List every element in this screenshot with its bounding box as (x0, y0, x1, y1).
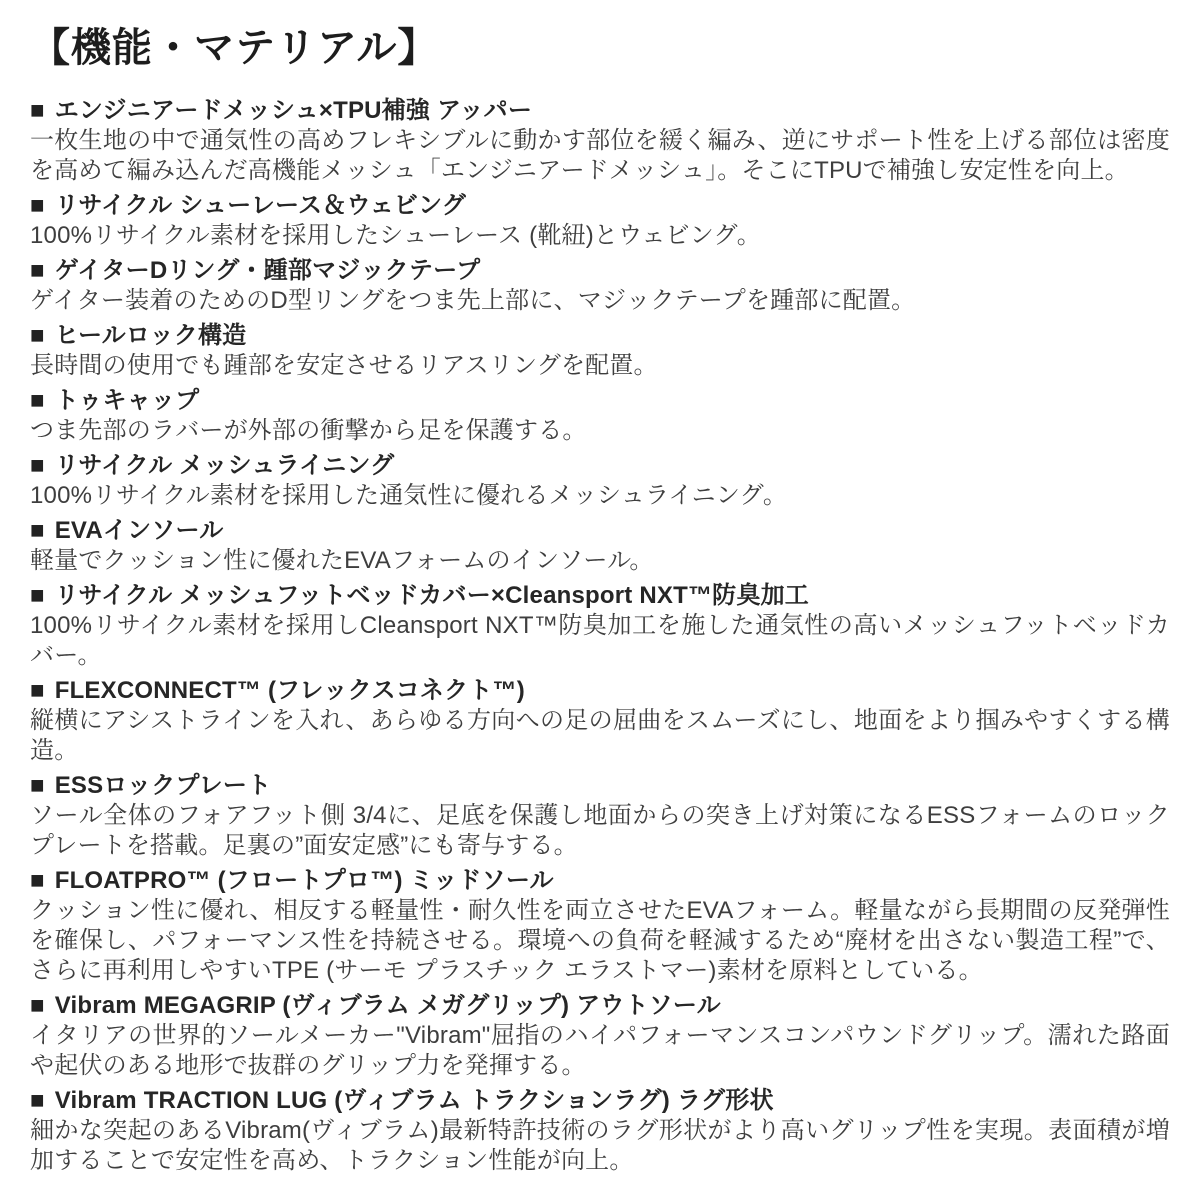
feature-section-flexconnect (30, 676, 1170, 766)
feature-section-footbed-cover (30, 581, 1170, 671)
square-bullet-icon: ■ (30, 257, 45, 284)
square-bullet-icon: ■ (30, 867, 45, 894)
feature-description: 長時間の使用でも踵部を安定させるリアスリングを配置。 (30, 352, 658, 379)
square-bullet-icon: ■ (30, 992, 45, 1019)
feature-heading-text: Vibram TRACTION LUG (ヴィブラム トラクションラグ) ラグ形状 (54, 1087, 774, 1114)
square-bullet-icon: ■ (30, 387, 45, 414)
feature-heading (30, 771, 1170, 801)
feature-heading (30, 866, 1170, 896)
square-bullet-icon: ■ (30, 322, 45, 349)
feature-description: つま先部のラバーが外部の衝撃から足を保護する。 (30, 417, 587, 444)
feature-heading-text: リサイクル メッシュフットベッドカバー×Cleansport NXT™防臭加工 (54, 582, 809, 609)
feature-description: 100%リサイクル素材を採用しCleansport NXT™防臭加工を施した通気性の高いメッシュフットベッドカバー。 (30, 612, 1170, 669)
feature-heading (30, 1086, 1170, 1116)
feature-section-eva-insole (30, 516, 1170, 576)
square-bullet-icon: ■ (30, 192, 45, 219)
feature-heading-text: リサイクル メッシュライニング (54, 452, 395, 479)
feature-description: 100%リサイクル素材を採用した通気性に優れるメッシュライニング。 (30, 482, 788, 509)
square-bullet-icon: ■ (30, 772, 45, 799)
feature-heading (30, 676, 1170, 706)
feature-description: クッション性に優れ、相反する軽量性・耐久性を両立させたEVAフォーム。軽量ながら長期間の反発弾性を確保し、パフォーマンス性を持続させる。環境への負荷を軽減するため“廃材を出さない製造工程”で、さらに再利用しやすいTPE (サーモ プラスチック エラストマー)素材を原料としている。 (30, 897, 1170, 984)
square-bullet-icon: ■ (30, 1087, 45, 1114)
feature-section-vibram-traction-lug (30, 1086, 1170, 1176)
feature-heading (30, 581, 1170, 611)
square-bullet-icon: ■ (30, 517, 45, 544)
feature-section-toe-cap (30, 386, 1170, 446)
feature-description: ソール全体のフォアフット側 3/4に、足底を保護し地面からの突き上げ対策になるESSフォームのロックプレートを搭載。足裏の”面安定感”にも寄与する。 (30, 802, 1170, 859)
feature-section-recycled-mesh-lining (30, 451, 1170, 511)
feature-heading (30, 386, 1170, 416)
square-bullet-icon: ■ (30, 677, 45, 704)
feature-heading (30, 321, 1170, 351)
feature-description: ゲイター装着のためのD型リングをつま先上部に、マジックテープを踵部に配置。 (30, 287, 916, 314)
feature-heading (30, 451, 1170, 481)
feature-section-recycled-shoelace (30, 191, 1170, 251)
feature-heading (30, 516, 1170, 546)
feature-heading-text: トゥキャップ (54, 387, 200, 414)
feature-heading-text: リサイクル シューレース＆ウェビング (54, 192, 467, 219)
feature-description: イタリアの世界的ソールメーカー"Vibram"屈指のハイパフォーマンスコンパウンドグリップ。濡れた路面や起伏のある地形で抜群のグリップ力を発揮する。 (30, 1022, 1170, 1079)
feature-description: 100%リサイクル素材を採用したシューレース (靴紐)とウェビング。 (30, 222, 761, 249)
feature-heading (30, 191, 1170, 221)
feature-heading-text: ESSロックプレート (54, 772, 272, 799)
feature-description: 一枚生地の中で通気性の高めフレキシブルに動かす部位を緩く編み、逆にサポート性を上げる部位は密度を高めて編み込んだ高機能メッシュ「エンジニアードメッシュ」。そこにTPUで補強し安定性を向上。 (30, 127, 1170, 184)
feature-heading-text: Vibram MEGAGRIP (ヴィブラム メガグリップ) アウトソール (54, 992, 721, 1019)
feature-section-engineered-mesh (30, 96, 1170, 186)
feature-section-gaiter-d-ring (30, 256, 1170, 316)
feature-heading-text: FLEXCONNECT™ (フレックスコネクト™) (54, 677, 525, 704)
feature-heading-text: EVAインソール (54, 517, 224, 544)
square-bullet-icon: ■ (30, 97, 45, 124)
feature-section-floatpro-midsole (30, 866, 1170, 986)
feature-heading (30, 256, 1170, 286)
feature-description: 細かな突起のあるVibram(ヴィブラム)最新特許技術のラグ形状がより高いグリップ性を実現。表面積が増加することで安定性を高め、トラクション性能が向上。 (30, 1117, 1170, 1174)
square-bullet-icon: ■ (30, 452, 45, 479)
feature-heading-text: ゲイターDリング・踵部マジックテープ (54, 257, 481, 284)
feature-description: 縦横にアシストラインを入れ、あらゆる方向への足の屈曲をスムーズにし、地面をより掴みやすくする構造。 (30, 707, 1170, 764)
feature-heading-text: FLOATPRO™ (フロートプロ™) ミッドソール (54, 867, 554, 894)
feature-description: 軽量でクッション性に優れたEVAフォームのインソール。 (30, 547, 654, 574)
feature-heading (30, 991, 1170, 1021)
page-title: 【機能・マテリアル】 (30, 26, 439, 70)
feature-section-vibram-megagrip (30, 991, 1170, 1081)
feature-heading-text: ヒールロック構造 (54, 322, 247, 349)
square-bullet-icon: ■ (30, 582, 45, 609)
feature-section-ess-rock-plate (30, 771, 1170, 861)
feature-section-heel-lock (30, 321, 1170, 381)
feature-heading (30, 96, 1170, 126)
feature-heading-text: エンジニアードメッシュ×TPU補強 アッパー (54, 97, 533, 124)
